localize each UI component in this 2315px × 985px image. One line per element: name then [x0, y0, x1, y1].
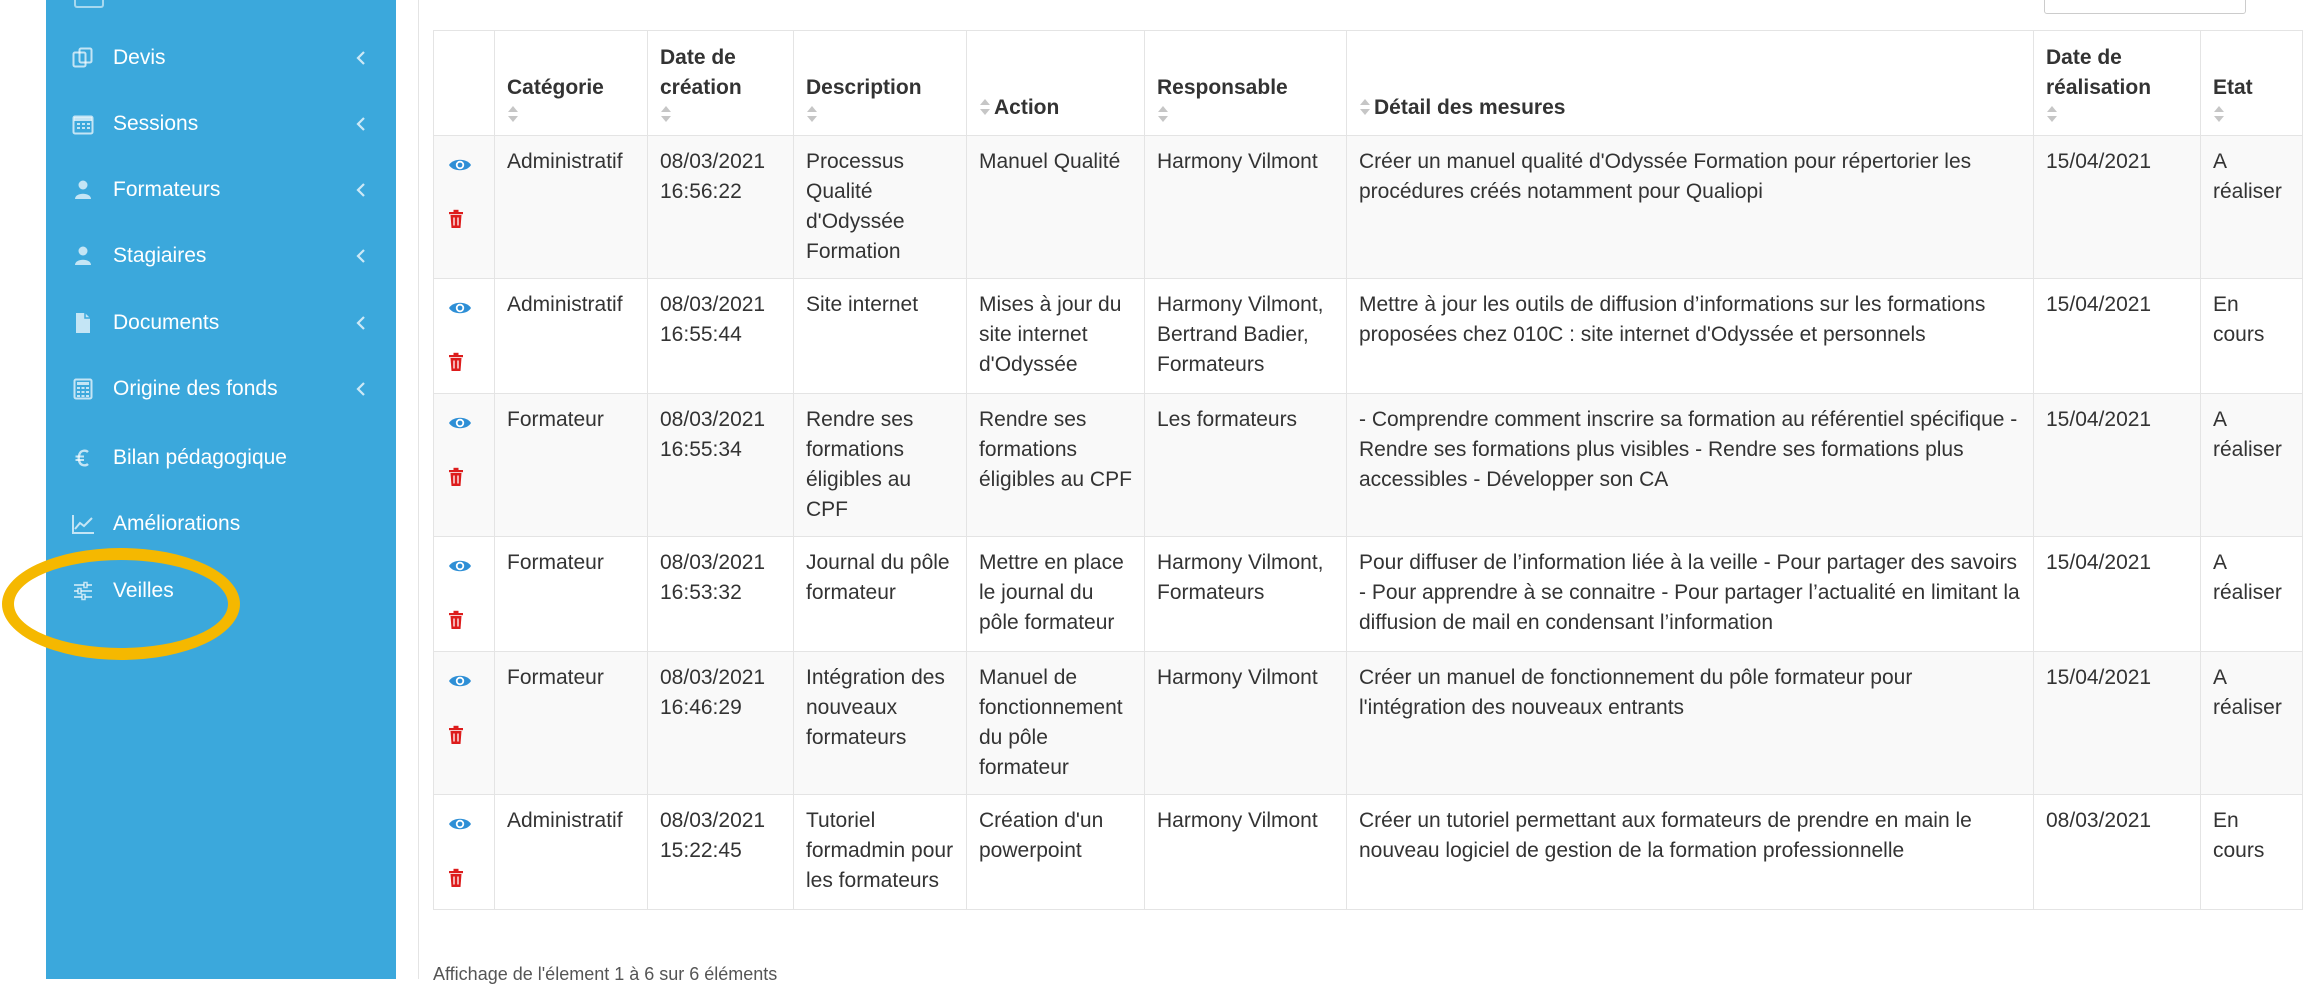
partial-menu-icon — [74, 0, 104, 8]
trash-icon[interactable] — [448, 351, 484, 381]
cell-responsable: Harmony Vilmont, Formateurs — [1145, 537, 1347, 652]
chevron-left-icon — [350, 46, 372, 70]
cell-responsable: Harmony Vilmont — [1145, 136, 1347, 279]
chevron-left-icon — [350, 178, 372, 202]
row-actions — [434, 652, 495, 795]
copy-icon — [70, 45, 96, 71]
column-header-description[interactable] — [794, 31, 967, 136]
column-header-label: Description — [806, 76, 922, 99]
table-row — [434, 537, 2303, 652]
cell-action: Rendre ses formations éligibles au CPF — [967, 394, 1145, 537]
table-header-row — [434, 31, 2303, 136]
sort-icon — [2046, 105, 2058, 123]
column-header-label: Date de réalisation — [2046, 46, 2152, 99]
sidebar-item-label: Formateurs — [113, 178, 221, 201]
cell-description: Tutoriel formadmin pour les formateurs — [794, 795, 967, 910]
sort-icon — [660, 105, 672, 123]
column-header-label: Catégorie — [507, 76, 604, 99]
column-header-label: Responsable — [1157, 76, 1288, 99]
cell-categorie: Administratif — [495, 136, 648, 279]
column-header-detail[interactable] — [1347, 31, 2034, 136]
column-header-responsable[interactable] — [1145, 31, 1347, 136]
trash-icon[interactable] — [448, 609, 484, 639]
cell-date-creation: 08/03/2021 16:55:34 — [648, 394, 794, 537]
user-icon — [70, 177, 96, 203]
table-row — [434, 279, 2303, 394]
cell-detail: Créer un manuel qualité d'Odyssée Formation pour répertorier les procédures créés notamment pour Qualiopi — [1347, 136, 2034, 279]
cell-categorie: Formateur — [495, 652, 648, 795]
cell-date-creation: 08/03/2021 16:56:22 — [648, 136, 794, 279]
cell-action: Manuel Qualité — [967, 136, 1145, 279]
cell-detail: Pour diffuser de l’information liée à la veille - Pour partager des savoirs - Pour apprendre à se connaitre - Pour partager l’actualité en limitant la diffusion de mail en condensant l’information — [1347, 537, 2034, 652]
page-left-margin — [0, 0, 46, 979]
user-icon — [70, 243, 96, 269]
cell-date-creation: 08/03/2021 16:53:32 — [648, 537, 794, 652]
cell-action: Manuel de fonctionnement du pôle formateur — [967, 652, 1145, 795]
trash-icon[interactable] — [448, 867, 484, 897]
eye-icon[interactable] — [448, 152, 484, 182]
cell-date-realisation: 15/04/2021 — [2034, 652, 2201, 795]
sidebar-item-sessions[interactable] — [46, 100, 396, 148]
column-header-label: Etat — [2213, 76, 2253, 99]
cell-detail: Créer un manuel de fonctionnement du pôle formateur pour l'intégration des nouveaux entrants — [1347, 652, 2034, 795]
row-actions — [434, 537, 495, 652]
trash-icon[interactable] — [448, 466, 484, 496]
eye-icon[interactable] — [448, 811, 484, 841]
row-actions — [434, 394, 495, 537]
cell-categorie: Administratif — [495, 795, 648, 910]
sidebar-item-label: Documents — [113, 311, 220, 334]
cell-etat: A réaliser — [2201, 537, 2303, 652]
cell-categorie: Formateur — [495, 537, 648, 652]
sidebar-item-label: Améliorations — [113, 512, 241, 535]
sort-icon — [2213, 105, 2225, 123]
sidebar-item-label: Veilles — [113, 579, 174, 602]
column-header-label: Détail des mesures — [1374, 96, 1566, 119]
cell-date-realisation: 08/03/2021 — [2034, 795, 2201, 910]
sort-icon — [806, 105, 818, 123]
trash-icon[interactable] — [448, 208, 484, 238]
cell-action: Mises à jour du site internet d'Odyssée — [967, 279, 1145, 394]
sidebar-item-label: Devis — [113, 46, 166, 69]
sidebar-item-label: Origine des fonds — [113, 377, 278, 400]
cell-categorie: Administratif — [495, 279, 648, 394]
cell-categorie: Formateur — [495, 394, 648, 537]
line-chart-icon — [70, 511, 96, 537]
cell-date-realisation: 15/04/2021 — [2034, 394, 2201, 537]
table-row — [434, 795, 2303, 910]
eye-icon[interactable] — [448, 553, 484, 583]
chevron-left-icon — [350, 112, 372, 136]
cell-responsable: Les formateurs — [1145, 394, 1347, 537]
column-header-date-creation[interactable] — [648, 31, 794, 136]
cell-responsable: Harmony Vilmont, Bertrand Badier, Formateurs — [1145, 279, 1347, 394]
table-row — [434, 394, 2303, 537]
sort-icon — [1157, 105, 1169, 123]
sidebar-item-label: Sessions — [113, 112, 199, 135]
sidebar-item-label: Stagiaires — [113, 244, 207, 267]
cell-date-creation: 08/03/2021 16:55:44 — [648, 279, 794, 394]
cell-etat: En cours — [2201, 795, 2303, 910]
sidebar — [46, 0, 396, 979]
table-row — [434, 136, 2303, 279]
cell-etat: A réaliser — [2201, 652, 2303, 795]
sidebar-item-stagiaires[interactable] — [46, 232, 396, 280]
calculator-icon — [70, 376, 96, 402]
trash-icon[interactable] — [448, 724, 484, 754]
cell-etat: A réaliser — [2201, 394, 2303, 537]
content-divider — [418, 0, 419, 979]
sidebar-item-formateurs[interactable] — [46, 166, 396, 214]
chevron-left-icon — [350, 244, 372, 268]
sidebar-item-devis[interactable] — [46, 34, 396, 82]
veilles-table — [433, 30, 2303, 910]
search-input[interactable] — [2044, 0, 2246, 14]
row-actions — [434, 795, 495, 910]
row-actions — [434, 136, 495, 279]
cell-description: Site internet — [794, 279, 967, 394]
cell-date-creation: 08/03/2021 15:22:45 — [648, 795, 794, 910]
sort-icon — [1359, 98, 1371, 116]
cell-detail: - Comprendre comment inscrire sa formation au référentiel spécifique - Rendre ses formations plus visibles - Rendre ses formations plus accessibles - Développer son CA — [1347, 394, 2034, 537]
chevron-left-icon — [350, 311, 372, 335]
sidebar-item-ameliorations[interactable] — [46, 500, 396, 548]
column-header-label: Date de création — [660, 46, 742, 99]
cell-description: Intégration des nouveaux formateurs — [794, 652, 967, 795]
sidebar-item-origine-des-fonds[interactable] — [46, 365, 396, 413]
column-header-etat[interactable] — [2201, 31, 2303, 136]
column-header-categorie[interactable] — [495, 31, 648, 136]
cell-date-realisation: 15/04/2021 — [2034, 537, 2201, 652]
sort-icon — [507, 105, 519, 123]
sidebar-item-documents[interactable] — [46, 299, 396, 347]
sliders-icon — [70, 578, 96, 604]
table-info-text: Affichage de l'élement 1 à 6 sur 6 éléments — [433, 964, 778, 984]
cell-etat: En cours — [2201, 279, 2303, 394]
cell-action: Création d'un powerpoint — [967, 795, 1145, 910]
cell-date-creation: 08/03/2021 16:46:29 — [648, 652, 794, 795]
cell-description: Rendre ses formations éligibles au CPF — [794, 394, 967, 537]
cell-description: Processus Qualité d'Odyssée Formation — [794, 136, 967, 279]
cell-description: Journal du pôle formateur — [794, 537, 967, 652]
cell-responsable: Harmony Vilmont — [1145, 652, 1347, 795]
row-actions — [434, 279, 495, 394]
chevron-left-icon — [350, 377, 372, 401]
sidebar-item-veilles[interactable] — [46, 567, 396, 615]
eye-icon[interactable] — [448, 668, 484, 698]
cell-detail: Créer un tutoriel permettant aux formateurs de prendre en main le nouveau logiciel de gestion de la formation professionnelle — [1347, 795, 2034, 910]
sidebar-item-bilan-pedagogique[interactable] — [46, 434, 396, 482]
file-icon — [70, 310, 96, 336]
table-row — [434, 652, 2303, 795]
cell-responsable: Harmony Vilmont — [1145, 795, 1347, 910]
column-header-date-realisation[interactable] — [2034, 31, 2201, 136]
eye-icon[interactable] — [448, 295, 484, 325]
euro-icon — [70, 445, 96, 471]
cell-date-realisation: 15/04/2021 — [2034, 279, 2201, 394]
main-content — [396, 0, 2315, 984]
cell-etat: A réaliser — [2201, 136, 2303, 279]
sidebar-item-label: Bilan pédagogique — [113, 446, 287, 469]
column-header-label: Action — [994, 96, 1060, 119]
sort-icon — [979, 98, 991, 116]
cell-action: Mettre en place le journal du pôle formateur — [967, 537, 1145, 652]
column-header-action[interactable] — [967, 31, 1145, 136]
cell-detail: Mettre à jour les outils de diffusion d’informations sur les formations proposées chez 010C : site internet d'Odyssée et personnels — [1347, 279, 2034, 394]
actions-column-header — [434, 31, 495, 136]
calendar-icon — [70, 111, 96, 137]
eye-icon[interactable] — [448, 410, 484, 440]
cell-date-realisation: 15/04/2021 — [2034, 136, 2201, 279]
